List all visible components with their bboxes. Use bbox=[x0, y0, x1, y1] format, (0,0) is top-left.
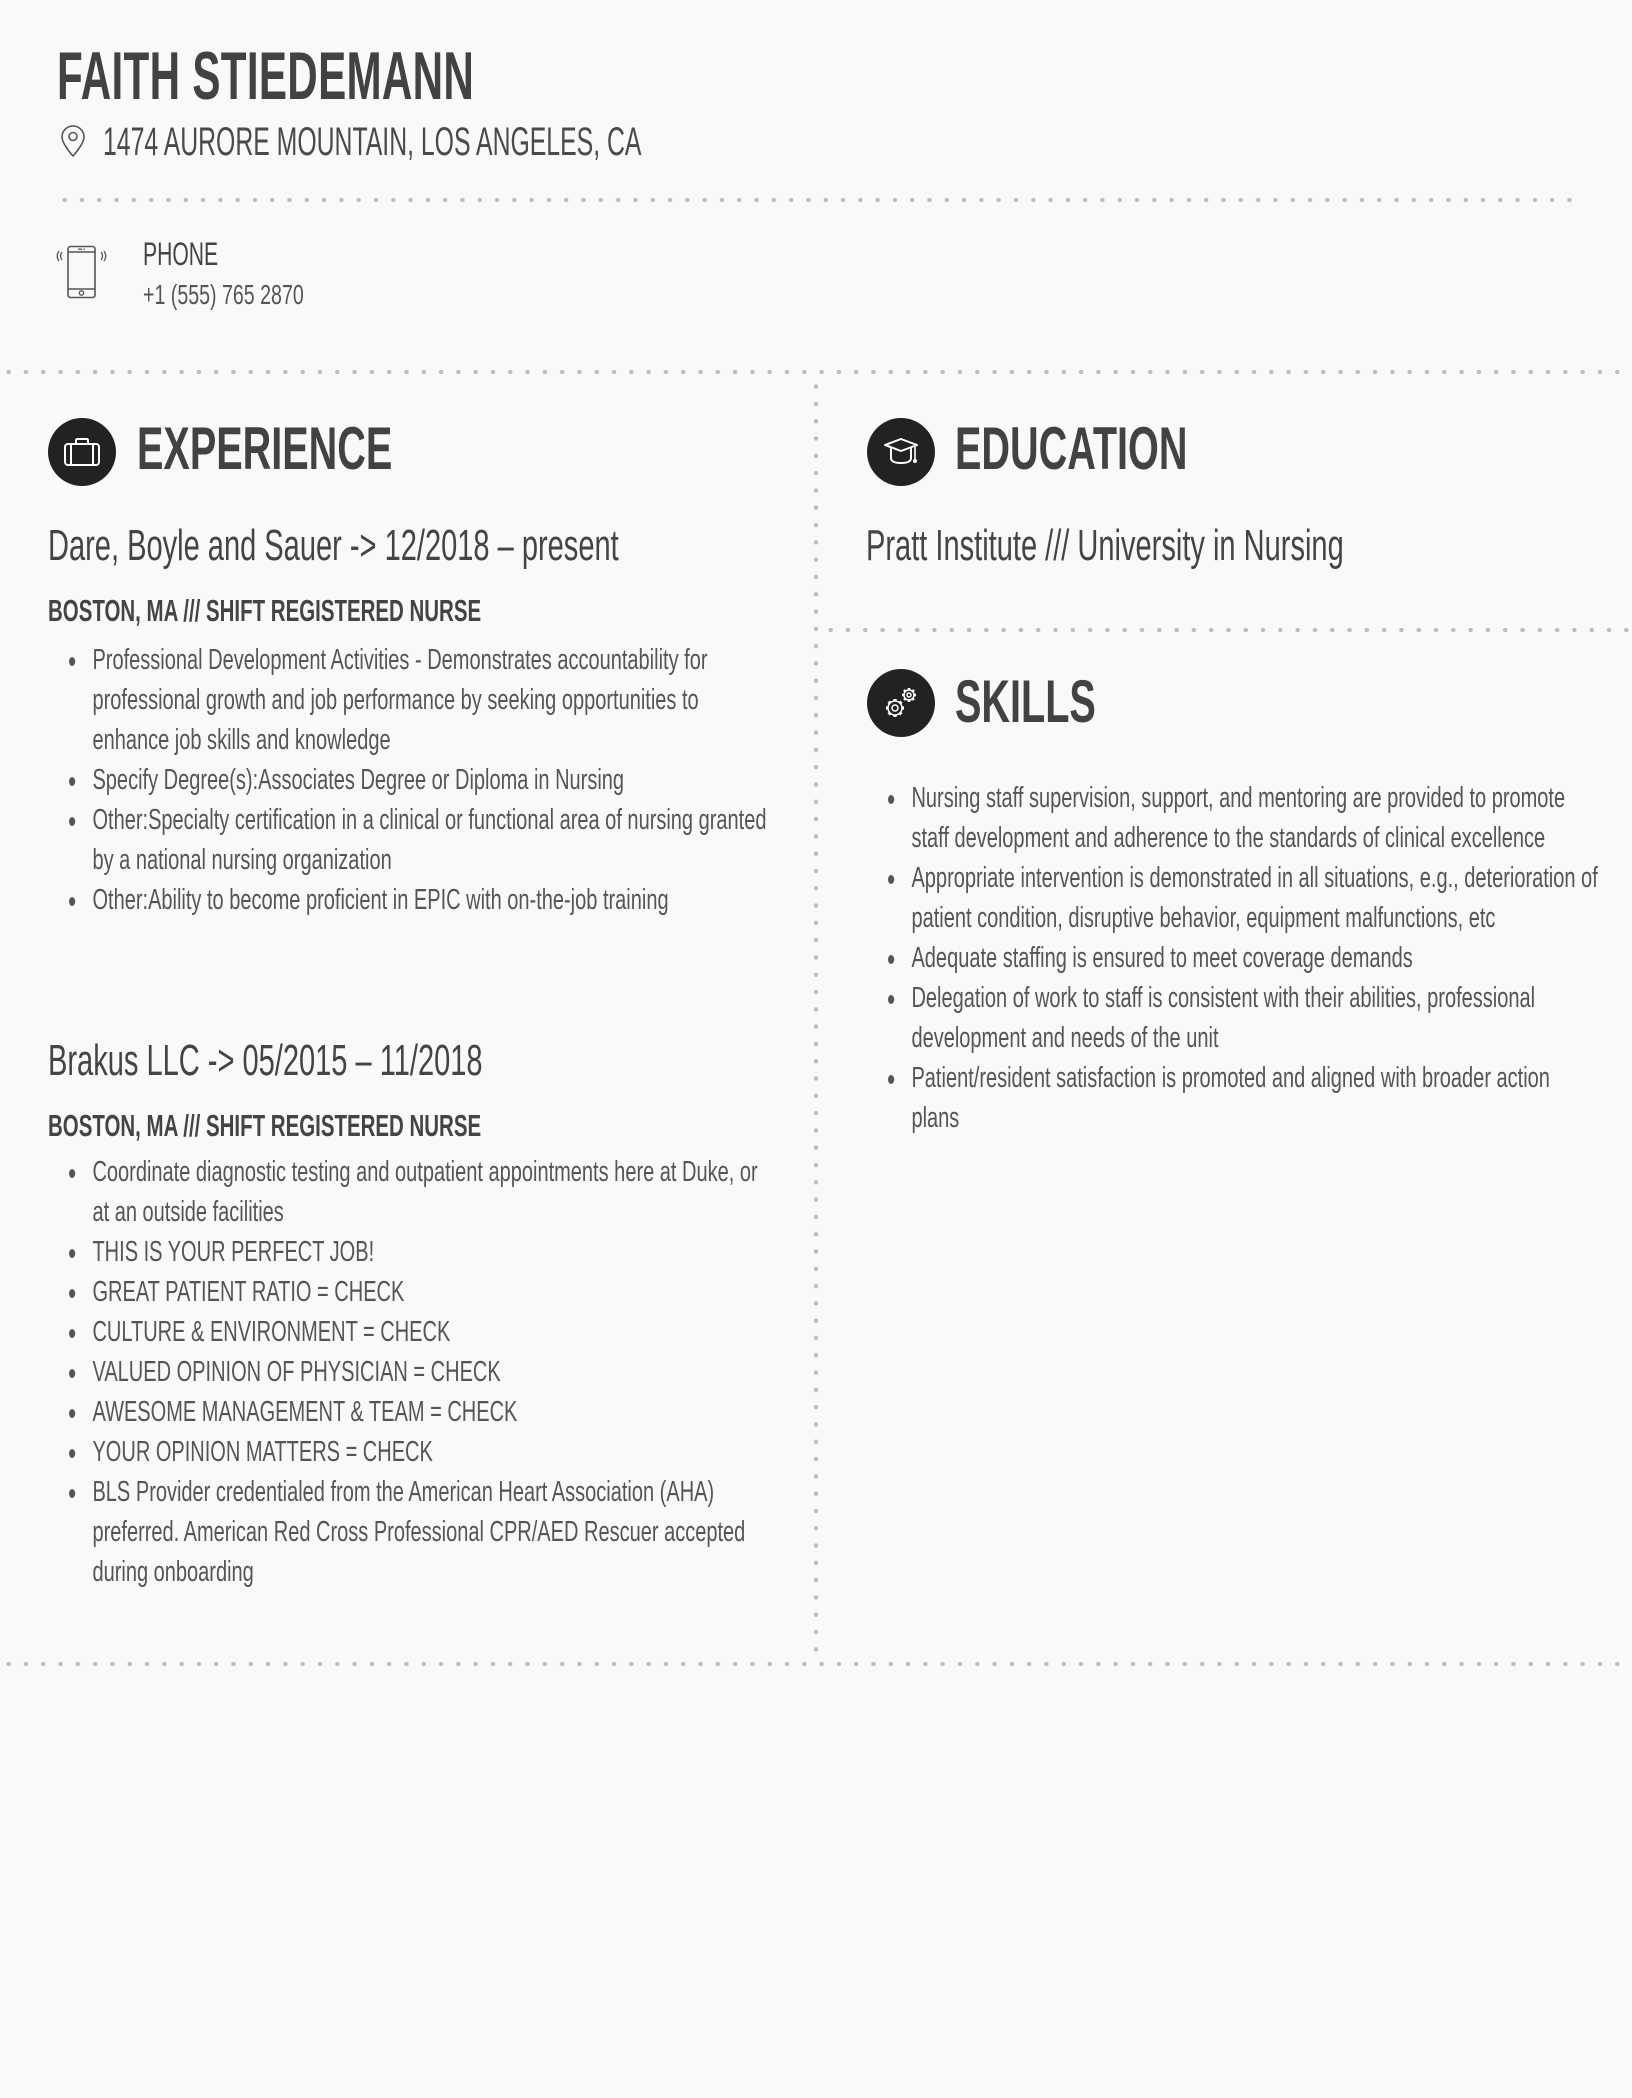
list-item: Coordinate diagnostic testing and outpatient appointments here at Duke, or at an outside facilities bbox=[69, 1152, 780, 1232]
bottom-divider bbox=[0, 1662, 1632, 1666]
skills-title: SKILLS bbox=[955, 668, 1096, 735]
list-item: Delegation of work to staff is consistent with their abilities, professional development and needs of the unit bbox=[888, 978, 1599, 1058]
list-item: Other:Ability to become proficient in EPIC with on-the-job training bbox=[69, 880, 780, 920]
list-item: Other:Specialty certification in a clinical or functional area of nursing granted by a national nursing organization bbox=[69, 800, 780, 880]
skills-icon-badge bbox=[867, 669, 935, 737]
header-divider bbox=[56, 198, 1576, 202]
list-item: Professional Development Activities - Demonstrates accountability for professional growth and job performance by seeking opportunities to enhance job skills and knowledge bbox=[69, 640, 780, 760]
address-row bbox=[60, 118, 860, 166]
phone-label: PHONE bbox=[143, 236, 219, 272]
list-item: Patient/resident satisfaction is promoted and aligned with broader action plans bbox=[888, 1058, 1599, 1138]
list-item: Adequate staffing is ensured to meet coverage demands bbox=[888, 938, 1599, 978]
skills-list bbox=[888, 778, 1599, 1138]
graduation-cap-icon bbox=[882, 433, 920, 471]
job-bullets bbox=[69, 1152, 780, 1592]
list-item: Specify Degree(s):Associates Degree or Diploma in Nursing bbox=[69, 760, 780, 800]
list-item: YOUR OPINION MATTERS = CHECK bbox=[69, 1432, 780, 1472]
job-bullets bbox=[69, 640, 780, 920]
candidate-name: FAITH STIEDEMANN bbox=[57, 38, 475, 114]
mobile-phone-icon bbox=[54, 245, 110, 301]
list-item: GREAT PATIENT RATIO = CHECK bbox=[69, 1272, 780, 1312]
list-item: Appropriate intervention is demonstrated in all situations, e.g., deterioration of patient condition, disruptive behavior, equipment malfunctions, etc bbox=[888, 858, 1599, 938]
gears-icon bbox=[881, 683, 921, 723]
top-section-divider bbox=[0, 370, 1632, 374]
education-icon-badge bbox=[867, 418, 935, 486]
briefcase-icon bbox=[63, 437, 101, 467]
list-item: BLS Provider credentialed from the American Heart Association (AHA) preferred. American Red Cross Professional CPR/AED Rescuer accepted during onboarding bbox=[69, 1472, 780, 1592]
list-item: VALUED OPINION OF PHYSICIAN = CHECK bbox=[69, 1352, 780, 1392]
education-entry: Pratt Institute /// University in Nursing bbox=[866, 521, 1344, 570]
job-subheading: BOSTON, MA /// SHIFT REGISTERED NURSE bbox=[48, 1108, 482, 1143]
phone-number: +1 (555) 765 2870 bbox=[143, 279, 304, 310]
job-subheading: BOSTON, MA /// SHIFT REGISTERED NURSE bbox=[48, 593, 482, 628]
right-column-divider bbox=[822, 628, 1632, 632]
list-item: Nursing staff supervision, support, and mentoring are provided to promote staff development and adherence to the standards of clinical excellence bbox=[888, 778, 1599, 858]
job-heading: Brakus LLC -> 05/2015 – 11/2018 bbox=[48, 1036, 483, 1085]
list-item: AWESOME MANAGEMENT & TEAM = CHECK bbox=[69, 1392, 780, 1432]
list-item: THIS IS YOUR PERFECT JOB! bbox=[69, 1232, 780, 1272]
experience-icon-badge bbox=[48, 418, 116, 486]
map-pin-icon bbox=[60, 124, 86, 158]
list-item: CULTURE & ENVIRONMENT = CHECK bbox=[69, 1312, 780, 1352]
experience-title: EXPERIENCE bbox=[137, 415, 393, 482]
address: 1474 AURORE MOUNTAIN, LOS ANGELES, CA bbox=[103, 120, 642, 164]
job-heading: Dare, Boyle and Sauer -> 12/2018 – present bbox=[48, 521, 619, 570]
education-title: EDUCATION bbox=[955, 415, 1188, 482]
